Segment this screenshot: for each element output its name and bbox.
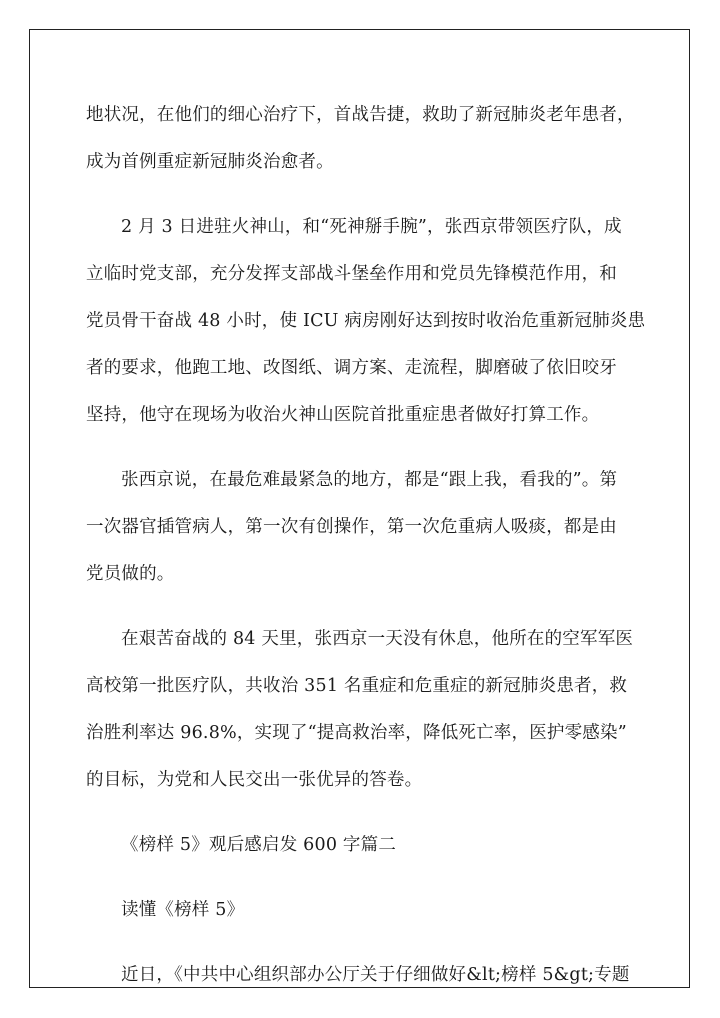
text-line: 近日，《中共中心组织部办公厅关于仔细做好&lt;榜样 5&gt;专题: [121, 965, 630, 985]
text-line: 在艰苦奋战的 84 天里，张西京一天没有休息，他所在的空军军医: [121, 629, 634, 649]
text-line: 地状况，在他们的细心治疗下，首战告捷，救助了新冠肺炎老年患者，: [86, 105, 635, 125]
text-line: 立临时党支部，充分发挥支部战斗堡垒作用和党员先锋模范作用，和: [86, 264, 617, 284]
section-subtitle: [86, 887, 634, 934]
text-line: 坚持，他守在现场为收治火神山医院首批重症患者做好打算工作。: [86, 405, 600, 425]
text-line: 者的要求，他跑工地、改图纸、调方案、走流程，脚磨破了依旧咬牙: [86, 358, 617, 378]
text-line: 成为首例重症新冠肺炎治愈者。: [86, 152, 334, 172]
section-heading: [86, 822, 634, 869]
text-line: 的目标，为党和人民交出一张优异的答卷。: [86, 770, 423, 790]
text-line: 高校第一批医疗队，共收治 351 名重症和危重症的新冠肺炎患者，救: [86, 676, 628, 696]
text-line: 治胜利率达 96.8%，实现了“提高救治率，降低死亡率，医护零感染”: [86, 723, 627, 743]
text-line: 党员骨干奋战 48 小时，使 ICU 病房刚好达到按时收治危重新冠肺炎患: [86, 311, 646, 331]
paragraph-3: [86, 457, 634, 598]
document-body: [86, 92, 646, 999]
text-line: 2 月 3 日进驻火神山，和“死神掰手腕”，张西京带领医疗队，成: [121, 217, 622, 237]
text-line: 党员做的。: [86, 564, 175, 584]
paragraph-5: [86, 952, 634, 999]
paragraph-1: [86, 92, 634, 186]
text-line: 《榜样 5》观后感启发 600 字篇二: [121, 835, 397, 855]
text-line: 一次器官插管病人，第一次有创操作，第一次危重病人吸痰，都是由: [86, 517, 617, 537]
paragraph-4: [86, 616, 634, 804]
paragraph-2: [86, 204, 646, 439]
text-line: 读懂《榜样 5》: [121, 900, 245, 920]
text-line: 张西京说，在最危难最紧急的地方，都是“跟上我，看我的”。第: [121, 470, 618, 490]
